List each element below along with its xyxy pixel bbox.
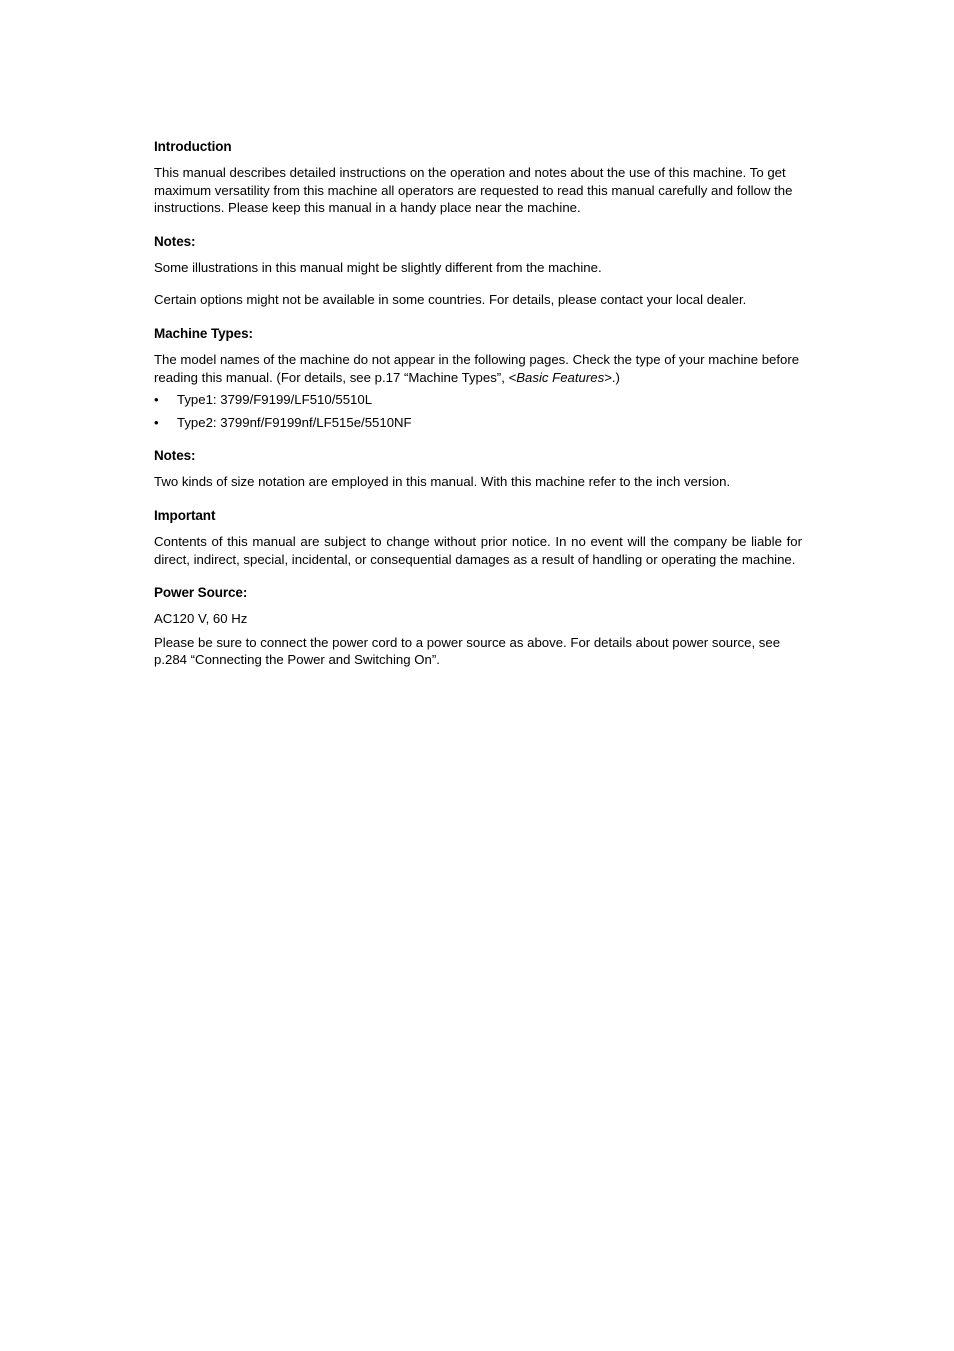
section-notes-2	[154, 447, 802, 491]
manual-page	[154, 138, 802, 669]
notes-1-para-2: Certain options might not be available in some countries. For details, please contact your local dealer.	[154, 292, 747, 308]
important-body: Contents of this manual are subject to change without prior notice. In no event will the company be liable for direct, indirect, special, incidental, or consequential damages as a result of handling or operating the machine.	[154, 533, 802, 567]
machine-types-body	[154, 351, 802, 386]
power-source-body: Please be sure to connect the power cord to a power source as above. For details about power source, see p.284 “Connecting the Power and Switching On”.	[154, 634, 781, 668]
list-item	[154, 414, 802, 432]
machine-types-list	[154, 391, 802, 431]
machine-type-2: Type2: 3799nf/F9199nf/LF515e/5510NF	[177, 414, 412, 430]
section-important	[154, 507, 802, 568]
machine-types-body-prefix: The model names of the machine do not appear in the following pages. Check the type of your machine before reading this manual. (For details, see p.17 “Machine Types”,	[154, 351, 800, 385]
introduction-body: This manual describes detailed instructions on the operation and notes about the use of this machine. To get maximum versatility from this machine all operators are requested to read this manual carefully and follow the instructions. Please keep this manual in a handy place near the machine.	[154, 165, 793, 216]
notes-2-heading: Notes:	[154, 448, 196, 464]
section-introduction	[154, 138, 802, 217]
notes-1-heading: Notes:	[154, 233, 196, 249]
bullet-icon: •	[154, 392, 159, 408]
machine-type-1: Type1: 3799/F9199/LF510/5510L	[177, 392, 373, 408]
bullet-icon: •	[154, 414, 159, 430]
list-item	[154, 391, 802, 409]
section-notes-1	[154, 233, 802, 309]
notes-1-para-1: Some illustrations in this manual might be slightly different from the machine.	[154, 259, 602, 275]
introduction-heading: Introduction	[154, 139, 232, 154]
power-source-spec: AC120 V, 60 Hz	[154, 611, 248, 627]
basic-features-reference: <Basic Features>	[508, 369, 612, 385]
machine-types-body-suffix: .)	[611, 369, 620, 385]
machine-types-heading: Machine Types:	[154, 325, 253, 341]
section-power-source	[154, 584, 802, 669]
section-machine-types	[154, 325, 802, 431]
power-source-heading: Power Source:	[154, 585, 248, 601]
notes-2-body: Two kinds of size notation are employed in this manual. With this machine refer to the inch version.	[154, 474, 731, 490]
important-heading: Important	[154, 507, 216, 523]
